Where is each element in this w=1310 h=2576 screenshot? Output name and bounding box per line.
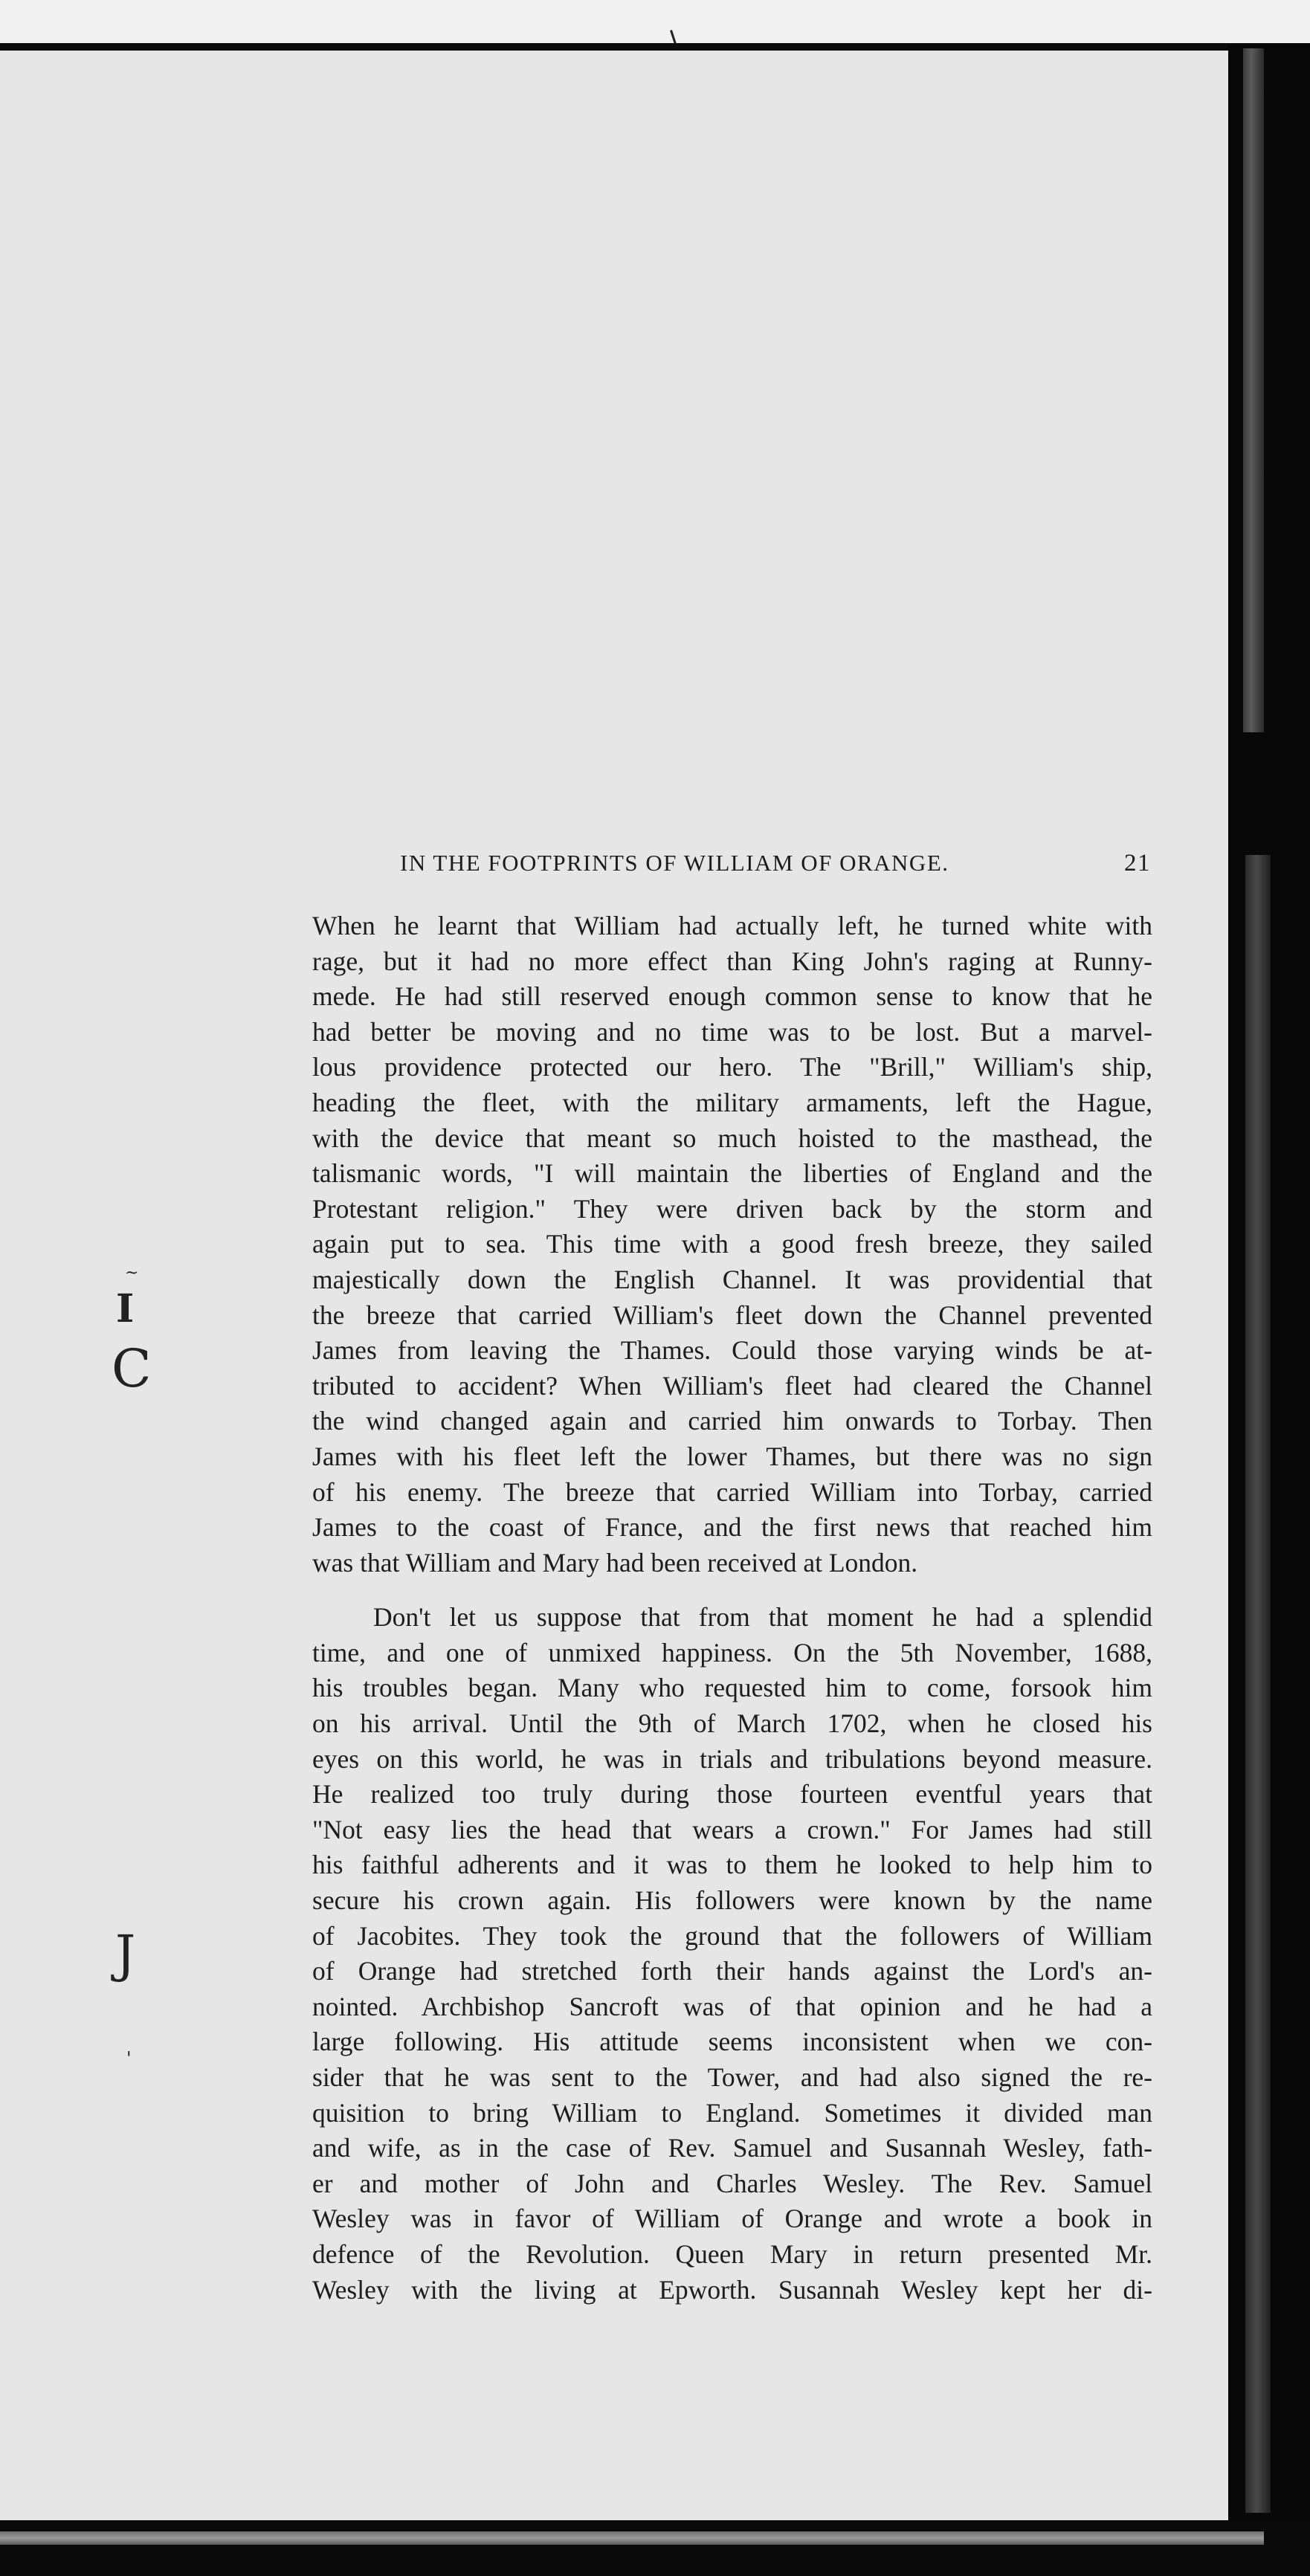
- text-line: his troubles began. Many who requested him to come, forsook him: [312, 1673, 1152, 1703]
- text-line: sider that he was sent to the Tower, and had also signed the re-: [312, 2062, 1152, 2092]
- text-line: lous providence protected our hero. The "Brill," William's ship,: [312, 1052, 1152, 1082]
- text-line: James to the coast of France, and the first news that reached him: [312, 1512, 1152, 1543]
- text-line: was that William and Mary had been received at London.: [312, 1547, 918, 1578]
- text-line: again put to sea. This time with a good fresh breeze, they sailed: [312, 1229, 1152, 1259]
- text-line: rage, but it had no more effect than King John's raging at Runny-: [312, 946, 1152, 976]
- text-line: and wife, as in the case of Rev. Samuel and Susannah Wesley, fath-: [312, 2133, 1152, 2163]
- text-line: the wind changed again and carried him onwards to Torbay. Then: [312, 1406, 1152, 1436]
- text-line: talismanic words, "I will maintain the liberties of England and the: [312, 1158, 1152, 1189]
- text-line: had better be moving and no time was to be lost. But a marvel-: [312, 1016, 1152, 1047]
- text-line: James from leaving the Thames. Could those varying winds be at-: [312, 1335, 1152, 1366]
- margin-mark: ': [126, 2048, 132, 2069]
- text-line: Don't let us suppose that from that moment he had a splendid: [373, 1602, 1152, 1633]
- text-line: eyes on this world, he was in trials and tribulations beyond measure.: [312, 1743, 1152, 1774]
- text-line: with the device that meant so much hoisted to the masthead, the: [312, 1123, 1152, 1153]
- scan-bottom-margin: [0, 2520, 1310, 2576]
- text-line: of his enemy. The breeze that carried William into Torbay, carried: [312, 1476, 1152, 1507]
- text-line: tributed to accident? When William's fleet had cleared the Channel: [312, 1370, 1152, 1401]
- margin-mark: I: [116, 1286, 135, 1331]
- text-line: large following. His attitude seems inconsistent when we con-: [312, 2027, 1152, 2057]
- text-line: heading the fleet, with the military armaments, left the Hague,: [312, 1087, 1152, 1117]
- margin-mark: ~: [125, 1264, 139, 1282]
- text-line: James with his fleet left the lower Thames, but there was no sign: [312, 1441, 1152, 1471]
- text-line: defence of the Revolution. Queen Mary in return presented Mr.: [312, 2238, 1152, 2269]
- paragraph: [312, 908, 1152, 1581]
- page-edge-lower: [1245, 855, 1271, 2513]
- text-line: the breeze that carried William's fleet down the Channel prevented: [312, 1300, 1152, 1330]
- margin-mark: J: [115, 1925, 136, 1984]
- text-line: of Orange had stretched forth their hands against the Lord's an-: [312, 1956, 1152, 1986]
- margin-mark: C: [112, 1338, 152, 1399]
- page-bottom-edge: [0, 2531, 1264, 2545]
- text-line: time, and one of unmixed happiness. On the 5th November, 1688,: [312, 1637, 1152, 1668]
- text-line: "Not easy lies the head that wears a crown." For James had still: [312, 1814, 1152, 1844]
- text-line: Protestant religion." They were driven back by the storm and: [312, 1193, 1152, 1224]
- text-line: mede. He had still reserved enough common sense to know that he: [312, 981, 1152, 1012]
- text-line: his faithful adherents and it was to them he looked to help him to: [312, 1850, 1152, 1880]
- text-line: He realized too truly during those fourteen eventful years that: [312, 1779, 1152, 1810]
- text-line: of Jacobites. They took the ground that the followers of William: [312, 1920, 1152, 1951]
- running-title: IN THE FOOTPRINTS OF WILLIAM OF ORANGE.: [400, 850, 949, 876]
- text-line: quisition to bring William to England. Sometimes it divided man: [312, 2097, 1152, 2128]
- text-line: majestically down the English Channel. It was providential that: [312, 1264, 1152, 1294]
- text-line: secure his crown again. His followers were known by the name: [312, 1885, 1152, 1916]
- page-edge-upper: [1243, 48, 1264, 732]
- running-head: [400, 850, 1151, 887]
- text-line: on his arrival. Until the 9th of March 1702, when he closed his: [312, 1708, 1152, 1739]
- text-line: Wesley with the living at Epworth. Susannah Wesley kept her di-: [312, 2274, 1152, 2305]
- paragraph-gap: [312, 1581, 1152, 1600]
- paragraph: [312, 1600, 1152, 2308]
- text-line: Wesley was in favor of William of Orange and wrote a book in: [312, 2204, 1152, 2234]
- page-number: 21: [1124, 850, 1151, 877]
- text-line: er and mother of John and Charles Wesley. The Rev. Samuel: [312, 2168, 1152, 2198]
- body-text: [312, 908, 1152, 2308]
- text-line: nointed. Archbishop Sancroft was of that opinion and he had a: [312, 1991, 1152, 2021]
- text-line: When he learnt that William had actually left, he turned white with: [312, 911, 1152, 940]
